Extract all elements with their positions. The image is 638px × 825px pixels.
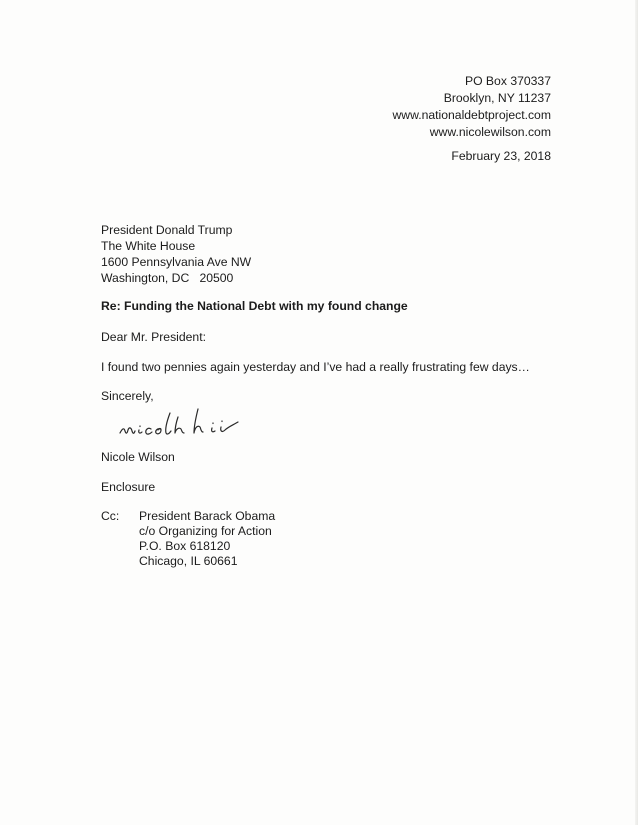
handwritten-signature — [118, 403, 248, 443]
recipient-line: Washington, DC 20500 — [101, 271, 234, 285]
recipient-address — [101, 222, 251, 286]
cc-line: c/o Organizing for Action — [139, 524, 272, 538]
letter-body: I found two pennies again yesterday and I’ve had a really frustrating few days… — [101, 360, 530, 374]
return-address-line: Brooklyn, NY 11237 — [443, 91, 551, 105]
cc-line: President Barack Obama — [139, 509, 276, 523]
salutation: Dear Mr. President: — [101, 330, 206, 344]
signer-name: Nicole Wilson — [101, 450, 175, 464]
letter-date: February 23, 2018 — [451, 149, 551, 163]
recipient-line: The White House — [101, 239, 196, 253]
cc-recipient — [139, 509, 275, 569]
return-address-line: www.nationaldebtproject.com — [392, 108, 551, 122]
cc-line: P.O. Box 618120 — [139, 539, 231, 553]
recipient-line: President Donald Trump — [101, 223, 233, 237]
recipient-line: 1600 Pennsylvania Ave NW — [101, 255, 252, 269]
return-address-line: PO Box 370337 — [464, 74, 551, 88]
cc-label: Cc: — [101, 509, 120, 523]
closing: Sincerely, — [101, 389, 154, 403]
return-address — [392, 73, 551, 141]
cc-line: Chicago, IL 60661 — [139, 554, 238, 568]
enclosure-note: Enclosure — [101, 480, 156, 494]
return-address-line: www.nicolewilson.com — [429, 125, 551, 139]
subject-line: Re: Funding the National Debt with my found change — [101, 299, 408, 313]
